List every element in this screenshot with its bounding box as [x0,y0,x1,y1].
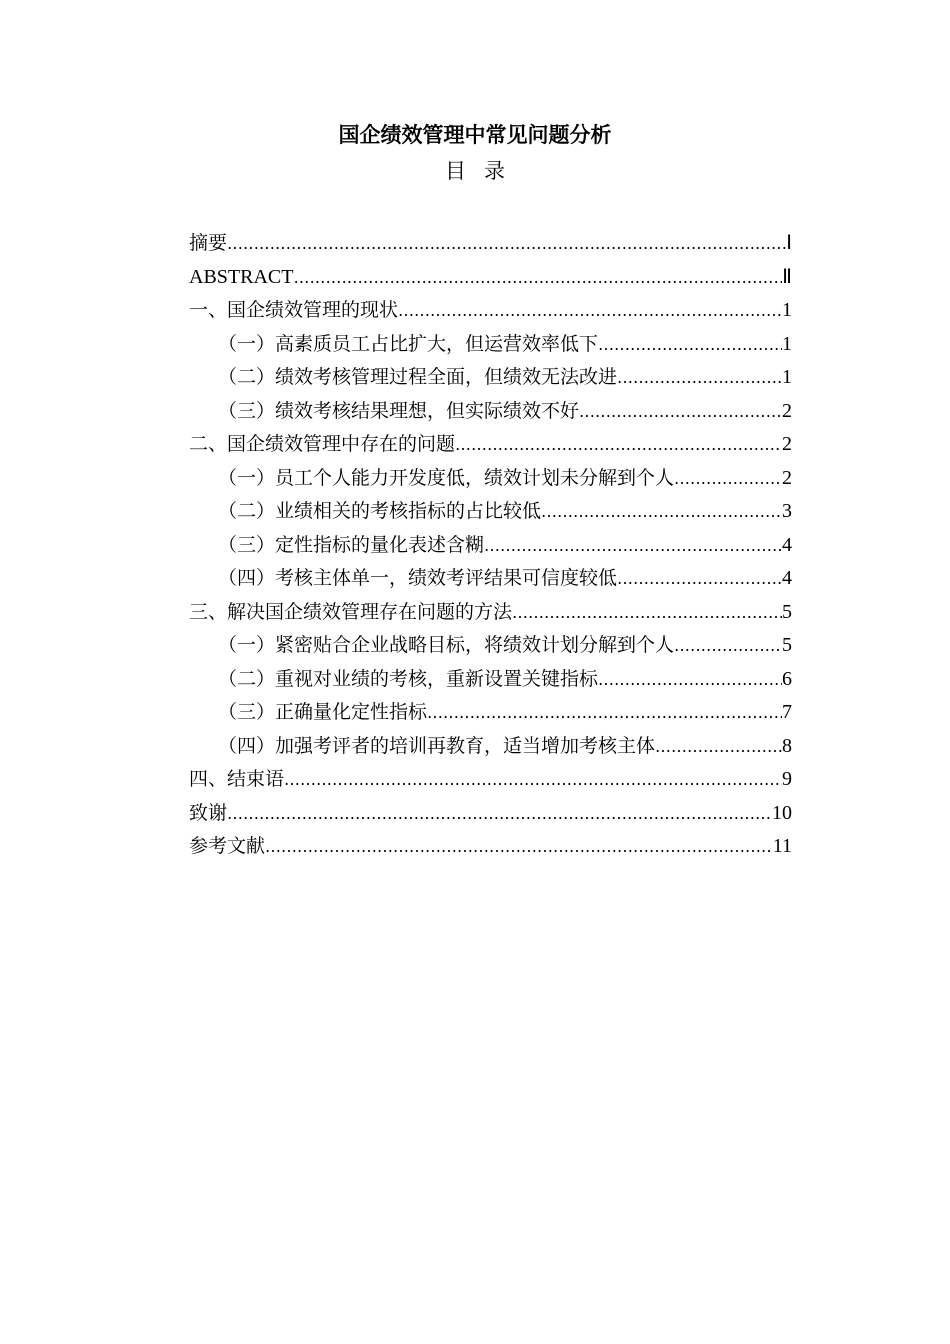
toc-entry-label: （四）加强考评者的培训再教育，适当增加考核主体 [218,734,656,757]
toc-leader-dots [227,797,772,831]
toc-entry-label: （一）高素质员工占比扩大，但运营效率低下 [218,332,599,355]
table-of-contents [189,227,792,864]
toc-entry-page: 1 [782,332,792,355]
toc-entry-chapter-3[interactable] [189,596,792,630]
toc-entry-section-3-4[interactable] [189,730,792,764]
toc-entry-label: （二）绩效考核管理过程全面，但绩效无法改进 [218,366,618,388]
toc-entry-page: 6 [782,667,792,690]
toc-leader-dots [293,261,782,295]
toc-entry-label: 三、解决国企绩效管理存在问题的方法 [189,600,513,623]
toc-entry-abstract-en[interactable] [189,261,792,295]
toc-entry-page: 4 [782,533,792,556]
toc-entry-section-3-1[interactable] [189,629,792,663]
toc-entry-page: 5 [782,634,792,656]
toc-entry-label: 一、国企绩效管理的现状 [189,299,399,321]
toc-entry-label: （一）紧密贴合企业战略目标，将绩效计划分解到个人 [218,634,675,656]
toc-leader-dots [284,763,782,797]
toc-entry-label: （二）业绩相关的考核指标的占比较低 [218,500,542,522]
toc-leader-dots [512,596,782,630]
toc-entry-acknowledgements[interactable] [189,797,792,831]
toc-leader-dots [398,294,782,328]
toc-leader-dots [674,462,782,496]
toc-entry-chapter-4[interactable] [189,763,792,797]
toc-entry-page: 2 [782,466,792,489]
toc-entry-page: 1 [782,366,792,388]
toc-leader-dots [598,663,782,697]
toc-entry-page: 10 [772,801,792,824]
toc-entry-label: 致谢 [189,801,228,824]
toc-entry-section-1-2[interactable] [189,361,792,395]
toc-leader-dots [598,328,782,362]
toc-entry-label: 二、国企绩效管理中存在的问题 [189,433,456,455]
toc-entry-page: 7 [782,701,792,723]
toc-entry-section-1-3[interactable] [189,395,792,429]
toc-entry-section-2-1[interactable] [189,462,792,496]
toc-leader-dots [484,529,782,563]
toc-entry-chapter-1[interactable] [189,294,792,328]
toc-entry-page: 2 [782,433,792,455]
toc-leader-dots [617,361,782,395]
toc-entry-page: 2 [782,399,792,422]
toc-entry-section-2-3[interactable] [189,529,792,563]
toc-heading: 目录 [445,159,523,183]
toc-entry-label: （四）考核主体单一，绩效考评结果可信度较低 [218,567,618,589]
toc-leader-dots [455,428,782,462]
toc-entry-label: （三）正确量化定性指标 [218,701,428,723]
toc-entry-label: （二）重视对业绩的考核，重新设置关键指标 [218,667,599,690]
toc-leader-dots [655,730,782,764]
toc-entry-page: 8 [782,734,792,757]
toc-entry-page: 4 [782,567,792,589]
toc-entry-label: 参考文献 [189,835,266,857]
toc-leader-dots [265,830,773,864]
toc-entry-label: ABSTRACT [189,265,294,288]
toc-entry-page: Ⅰ [786,232,792,254]
toc-entry-section-2-4[interactable] [189,562,792,596]
toc-leader-dots [227,227,786,261]
toc-entry-label: 四、结束语 [189,768,285,790]
toc-entry-page: 5 [782,600,792,623]
toc-leader-dots [617,562,782,596]
toc-entry-references[interactable] [189,830,792,864]
toc-entry-section-1-1[interactable] [189,328,792,362]
document-title: 国企绩效管理中常见问题分析 [338,123,612,147]
toc-entry-label: （一）员工个人能力开发度低，绩效计划未分解到个人 [218,466,675,489]
toc-entry-section-2-2[interactable] [189,495,792,529]
toc-leader-dots [541,495,782,529]
toc-entry-label: 摘要 [189,232,228,254]
toc-leader-dots [674,629,782,663]
toc-entry-label: （三）定性指标的量化表述含糊 [218,533,485,556]
toc-entry-chapter-2[interactable] [189,428,792,462]
toc-leader-dots [427,696,782,730]
toc-entry-page: 3 [782,500,792,522]
toc-entry-section-3-3[interactable] [189,696,792,730]
toc-entry-abstract-cn[interactable] [189,227,792,261]
toc-entry-page: 9 [782,768,792,790]
toc-entry-page: 1 [782,299,792,321]
toc-entry-label: （三）绩效考核结果理想，但实际绩效不好 [218,399,580,422]
toc-entry-section-3-2[interactable] [189,663,792,697]
toc-entry-page: Ⅱ [782,265,792,288]
toc-entry-page: 11 [772,835,792,857]
toc-leader-dots [579,395,782,429]
